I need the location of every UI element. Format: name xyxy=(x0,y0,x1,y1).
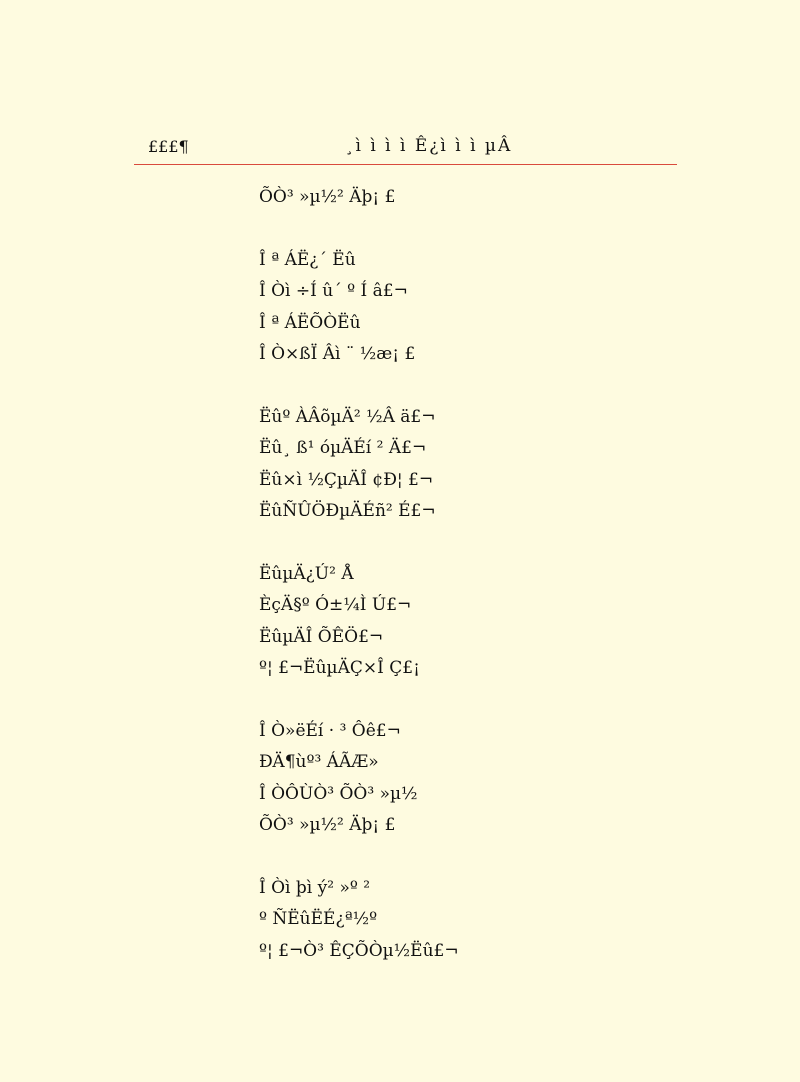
poem-line: º¦ £¬ËûµÄÇ×Î Ç£¡ xyxy=(259,658,420,678)
poem-line: Î ÒÔÙÒ³ ÕÒ³ »µ½ xyxy=(259,783,418,804)
poem-line: ÈçÄ§º Ó±¼Ì Ú£¬ xyxy=(259,595,412,615)
poem-line: Ëû¸ ß¹ óµÄÉí ² Ä£¬ xyxy=(259,438,427,458)
poem-line: ÕÒ³ »µ½² Äþ¡ £ xyxy=(259,815,396,835)
poem-line: ËûµÄ¿Ú² Å xyxy=(259,563,354,584)
page-header xyxy=(0,0,800,170)
header-rule xyxy=(134,164,677,165)
poem-line: º¦ £¬Ò³ ÊÇÕÒµ½Ëû£¬ xyxy=(259,940,459,961)
running-title: ¸ì ì ì ì Ê¿ì ì ì µÂ xyxy=(345,136,513,156)
stanza-5 xyxy=(259,716,679,842)
stanza-3 xyxy=(259,402,679,528)
poem-line: ÕÒ³ »µ½² Äþ¡ £ xyxy=(259,187,396,207)
poem-line: Î Ò×ßÏ Âì ¨ ½æ¡ £ xyxy=(259,344,416,364)
stanza-1 xyxy=(259,182,679,214)
poem-line: º ÑËûËÉ¿ª½º xyxy=(259,909,378,929)
poem-line: Î Ò»ëÉí · ³ Ôê£¬ xyxy=(259,720,401,741)
poem-line: ËûµÄÎ ÕÊÖ£¬ xyxy=(259,626,384,647)
poem-line: Î Òì ÷Í û´ º Í â£¬ xyxy=(259,281,408,301)
stanza-4 xyxy=(259,559,679,685)
stanza-6 xyxy=(259,873,679,968)
poem-line: Î Òì þì ý² »º ² xyxy=(259,877,371,898)
poem-line: ËûÑÛÖÐµÄÉñ² É£¬ xyxy=(259,501,436,521)
poem-line: Ëû×ì ½ÇµÄÎ ¢Ð¦ £¬ xyxy=(259,469,434,490)
poem-line: Î ª ÁËÕÒËû xyxy=(259,312,361,333)
poem-line: Ëûº ÀÂõµÄ² ½Â ä£¬ xyxy=(259,406,436,427)
page-number: £££¶ xyxy=(148,137,189,156)
poem-line: ÐÄ¶ùº³ ÁÃÆ» xyxy=(259,752,379,772)
poem-line: Î ª ÁË¿´ Ëû xyxy=(259,249,356,270)
poem-body xyxy=(259,182,679,998)
stanza-2 xyxy=(259,245,679,371)
